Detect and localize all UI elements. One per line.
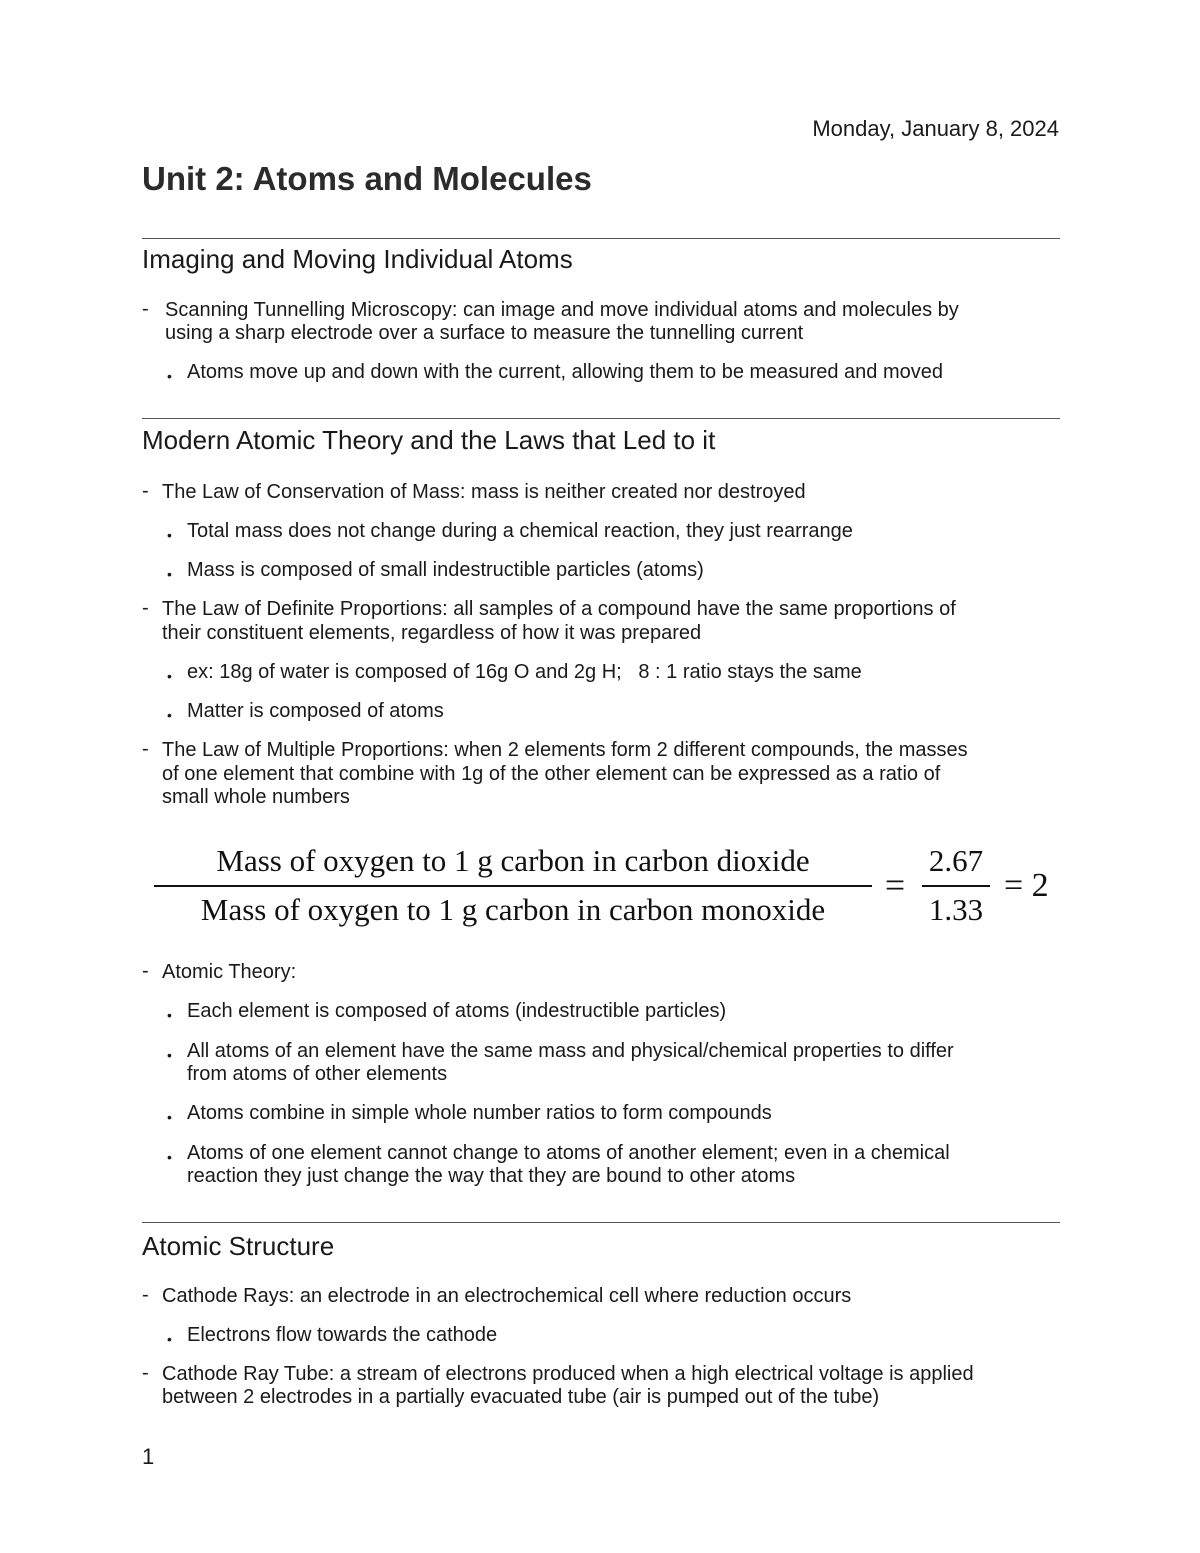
bullet-marker: • <box>167 1047 172 1063</box>
dash-marker: - <box>142 960 149 982</box>
list-item-text: The Law of Conservation of Mass: mass is neither created nor destroyed <box>162 481 806 503</box>
list-item-text: reaction they just change the way that they are bound to other atoms <box>187 1165 796 1187</box>
bullet-marker: • <box>167 527 172 543</box>
section-divider <box>142 238 1060 239</box>
date-header: Monday, January 8, 2024 <box>812 116 1059 141</box>
formula-denominator: Mass of oxygen to 1 g carbon in carbon monoxide <box>200 892 826 927</box>
list-item-text: between 2 electrodes in a partially evacuated tube (air is pumped out of the tube) <box>162 1386 880 1408</box>
formula-value-denominator: 1.33 <box>928 892 984 927</box>
list-item-text: Total mass does not change during a chemical reaction, they just rearrange <box>187 520 853 542</box>
section-heading-atomic-structure: Atomic Structure <box>142 1231 335 1261</box>
equals-sign: = <box>884 865 906 905</box>
mass-ratio-formula <box>148 838 1068 938</box>
section-divider <box>142 1222 1060 1223</box>
bullet-marker: • <box>167 707 172 723</box>
list-item-text: their constituent elements, regardless of how it was prepared <box>162 622 702 644</box>
formula-value-numerator: 2.67 <box>928 843 984 878</box>
list-item-text: ex: 18g of water is composed of 16g O and 2g H; 8 : 1 ratio stays the same <box>187 661 862 683</box>
dash-marker: - <box>142 597 149 619</box>
list-item-text: small whole numbers <box>162 786 350 808</box>
list-item-text: Electrons flow towards the cathode <box>187 1324 498 1346</box>
section-heading-imaging: Imaging and Moving Individual Atoms <box>142 244 573 274</box>
list-item-text: Atoms combine in simple whole number ratios to form compounds <box>187 1102 772 1124</box>
dash-marker: - <box>142 1362 149 1384</box>
page-number: 1 <box>142 1444 155 1469</box>
list-item-text: The Law of Multiple Proportions: when 2 elements form 2 different compounds, the masses <box>162 739 968 761</box>
bullet-marker: • <box>167 1109 172 1125</box>
bullet-marker: • <box>167 1007 172 1023</box>
list-item-text: All atoms of an element have the same mass and physical/chemical properties to differ <box>187 1040 954 1062</box>
bullet-marker: • <box>167 668 172 684</box>
list-item-text: Atoms of one element cannot change to atoms of another element; even in a chemical <box>187 1142 950 1164</box>
bullet-marker: • <box>167 368 172 384</box>
list-item-text: Scanning Tunnelling Microscopy: can image and move individual atoms and molecules by <box>165 299 959 321</box>
dash-marker: - <box>142 1284 149 1306</box>
list-item-text: Atoms move up and down with the current, allowing them to be measured and moved <box>187 361 943 383</box>
formula-numerator: Mass of oxygen to 1 g carbon in carbon dioxide <box>216 843 810 878</box>
dash-marker: - <box>142 298 149 320</box>
section-divider <box>142 418 1060 419</box>
list-item-text: The Law of Definite Proportions: all samples of a compound have the same proportions of <box>162 598 956 620</box>
bullet-marker: • <box>167 566 172 582</box>
list-item-text: using a sharp electrode over a surface to measure the tunnelling current <box>165 322 804 344</box>
bullet-marker: • <box>167 1331 172 1347</box>
page-title: Unit 2: Atoms and Molecules <box>142 160 592 197</box>
list-item-text: Cathode Ray Tube: a stream of electrons produced when a high electrical voltage is applied <box>162 1363 974 1385</box>
list-item-text: from atoms of other elements <box>187 1063 448 1085</box>
list-item-text: Mass is composed of small indestructible particles (atoms) <box>187 559 704 581</box>
list-item-text: Each element is composed of atoms (indestructible particles) <box>187 1000 727 1022</box>
bullet-marker: • <box>167 1149 172 1165</box>
list-item-text: of one element that combine with 1g of the other element can be expressed as a ratio of <box>162 763 941 785</box>
dash-marker: - <box>142 738 149 760</box>
formula-result: = 2 <box>1004 867 1049 904</box>
list-item-text: Atomic Theory: <box>162 961 297 983</box>
section-heading-atomic-theory: Modern Atomic Theory and the Laws that Led to it <box>142 425 716 455</box>
list-item-text: Matter is composed of atoms <box>187 700 444 722</box>
dash-marker: - <box>142 480 149 502</box>
list-item-text: Cathode Rays: an electrode in an electrochemical cell where reduction occurs <box>162 1285 852 1307</box>
